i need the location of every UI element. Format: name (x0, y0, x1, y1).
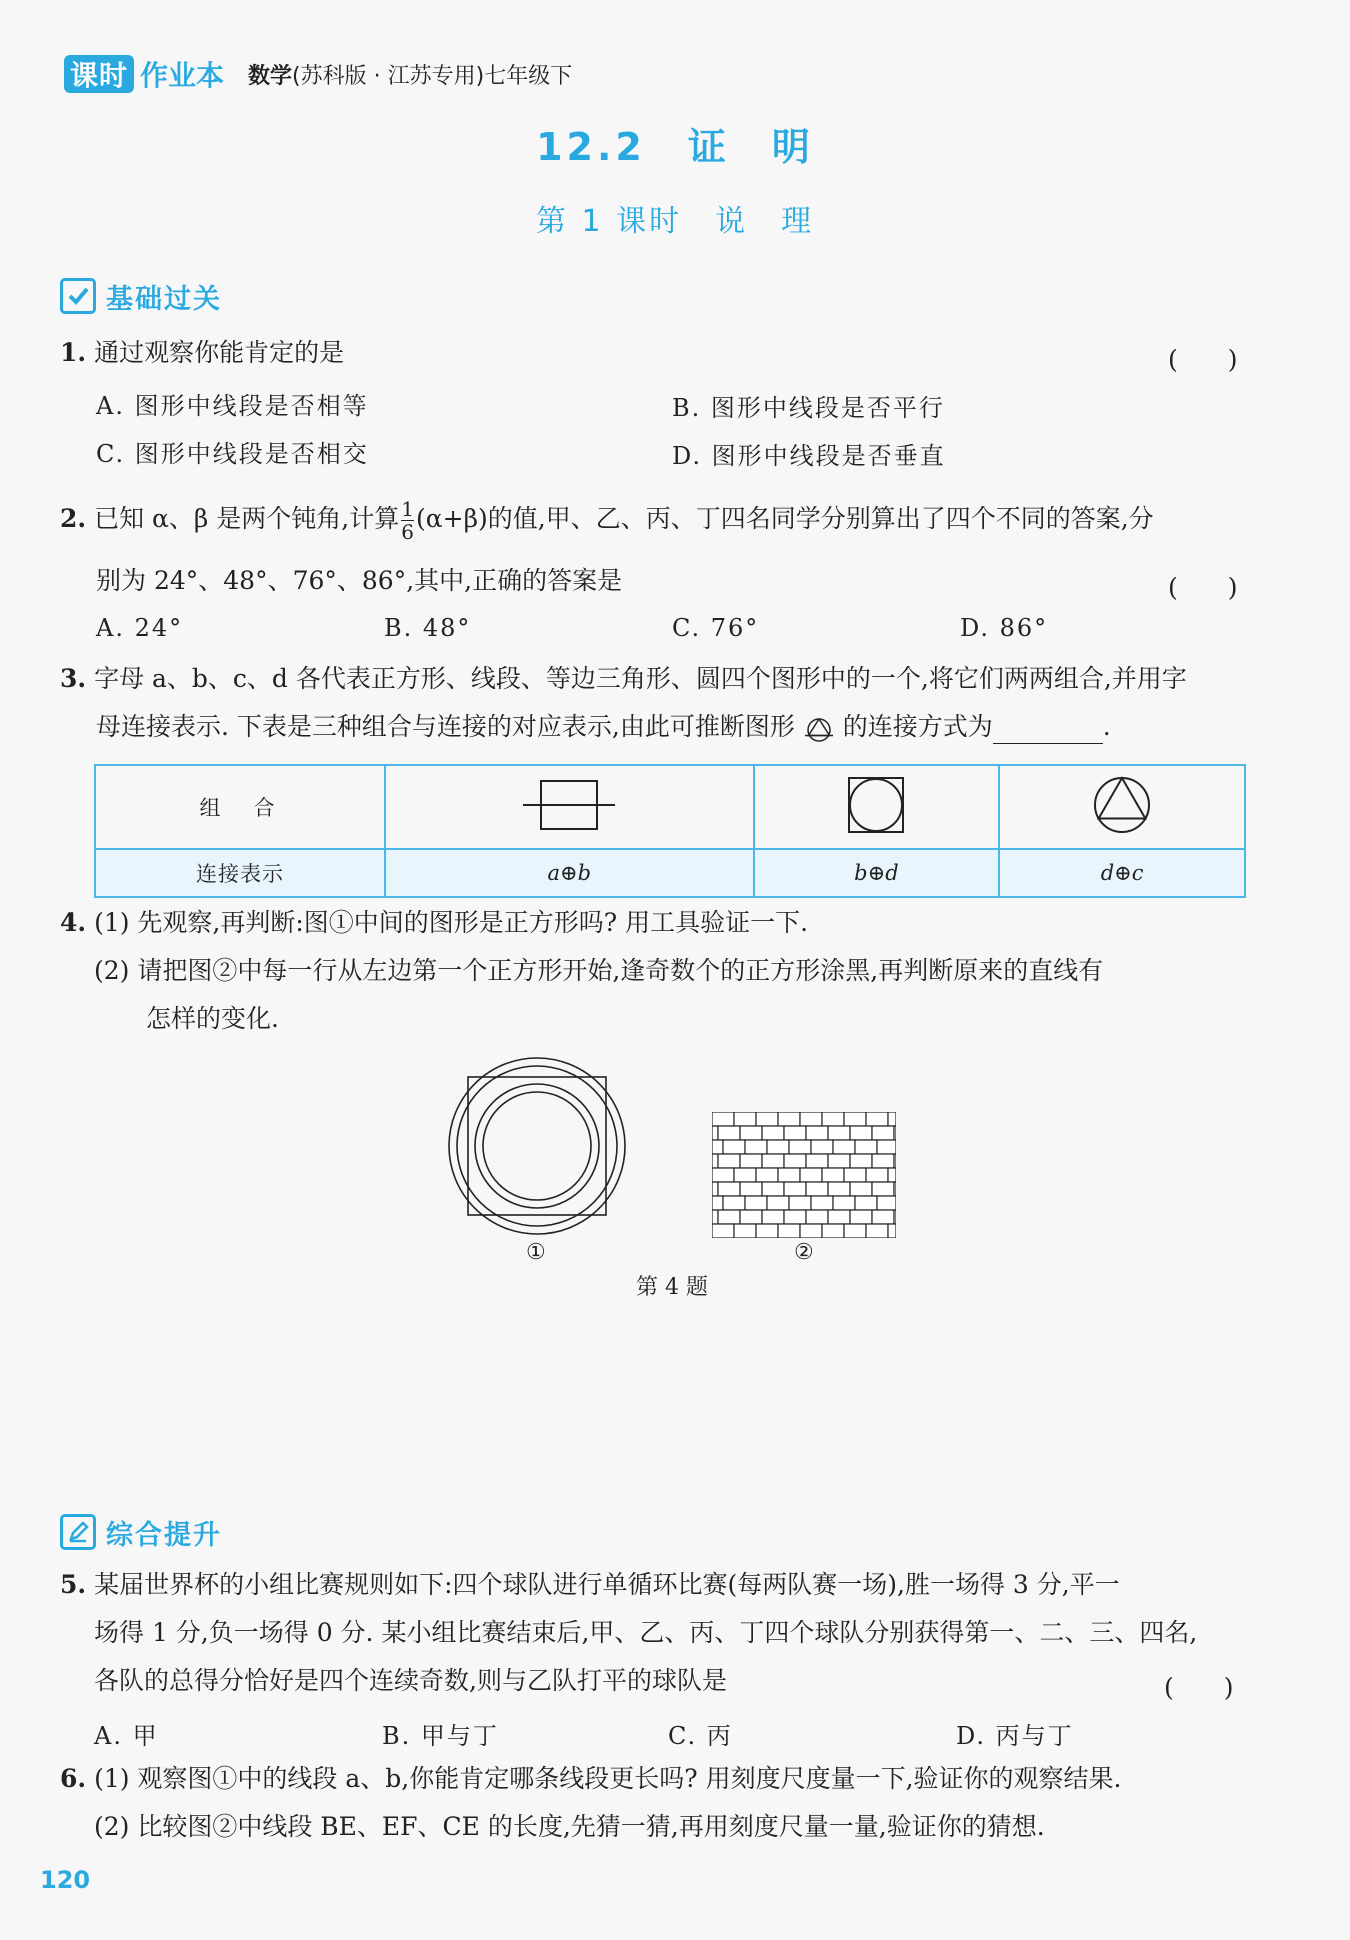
grid-square (811, 1196, 833, 1210)
grid-square (745, 1196, 767, 1210)
row-label-combo (95, 765, 385, 849)
grid-square (767, 1140, 789, 1154)
combo-square-circle (754, 765, 1000, 849)
grid-square (734, 1112, 756, 1126)
grid-square (734, 1224, 756, 1238)
grid-square (850, 1182, 872, 1196)
option-b: B. 甲与丁 (382, 1722, 499, 1750)
fraction (401, 498, 414, 543)
grid-square (740, 1154, 762, 1168)
question-5-line2: 场得 1 分,负一场得 0 分. 某小组比赛结束后,甲、乙、丙、丁四个球队分别获得第一、二、三、四名, (94, 1618, 1198, 1647)
grid-square (872, 1210, 894, 1224)
subject: 数学 (248, 63, 293, 89)
grid-square (723, 1196, 745, 1210)
grid-square (833, 1196, 855, 1210)
answer-paren: ( ) (1168, 573, 1238, 602)
fraction-denominator: 6 (401, 520, 414, 544)
grid-square (828, 1126, 850, 1140)
grid-square (872, 1126, 894, 1140)
grid-square (888, 1224, 896, 1238)
section-advanced (60, 1512, 222, 1552)
grid-square (822, 1168, 844, 1182)
grid-square (712, 1182, 718, 1196)
question-text: 的连接方式为 (842, 712, 993, 741)
question-text: 已知 α、β 是两个钝角,计算 (94, 504, 400, 533)
grid-square (866, 1224, 888, 1238)
section-basic (60, 276, 222, 316)
brand-logo: 课时 (64, 55, 134, 93)
grid-square (872, 1182, 894, 1196)
grid-square (718, 1182, 740, 1196)
triangle-in-circle-icon (803, 716, 835, 742)
grid-square (712, 1140, 723, 1154)
grid-square (806, 1154, 828, 1168)
answer-paren: ( ) (1164, 1673, 1234, 1702)
grid-square (894, 1154, 896, 1168)
edition: (苏科版 · 江苏专用)七年级下 (292, 63, 573, 89)
grid-square (740, 1126, 762, 1140)
grid-square (718, 1210, 740, 1224)
grid-square (855, 1196, 877, 1210)
answer-paren: ( ) (1168, 345, 1238, 374)
lesson-subtitle: 第 1 课时 说 理 (535, 204, 815, 239)
checkbox-icon (60, 278, 96, 314)
grid-square (800, 1112, 822, 1126)
row-label-connection (95, 849, 385, 897)
connection-text: a⊕b (547, 861, 592, 885)
grid-square (762, 1182, 784, 1196)
grid-square (844, 1224, 866, 1238)
connection-cell (754, 849, 1000, 897)
page-number: 120 (40, 1866, 91, 1894)
grid-square (756, 1224, 778, 1238)
grid-square (806, 1126, 828, 1140)
question-text: (α+β)的值,甲、乙、丙、丁四名同学分别算出了四个不同的答案,分 (415, 504, 1154, 533)
chapter-title: 12.2 证 明 (536, 125, 814, 169)
grid-square (767, 1196, 789, 1210)
question-4-part1 (60, 906, 808, 940)
grid-square (784, 1210, 806, 1224)
triangle-in-circle-figure (1092, 775, 1152, 835)
grid-square (718, 1126, 740, 1140)
question-text: (1) 观察图①中的线段 a、b,你能肯定哪条线段更长吗? 用刻度尺度量一下,验证你的观察结果. (94, 1764, 1122, 1793)
grid-square (877, 1140, 896, 1154)
option-c: C. 丙 (668, 1722, 733, 1750)
grid-square (806, 1182, 828, 1196)
question-3-stem-cont (96, 710, 1111, 744)
grid-square (712, 1168, 734, 1182)
grid-square (800, 1168, 822, 1182)
option-c: C. 图形中线段是否相交 (96, 440, 369, 468)
option-c: C. 76° (672, 614, 760, 642)
grid-square (789, 1196, 811, 1210)
fraction-numerator: 1 (401, 497, 414, 521)
page-header (64, 52, 572, 96)
grid-square (855, 1140, 877, 1154)
option-d: D. 图形中线段是否垂直 (672, 442, 946, 470)
section-advanced-label: 综合提升 (106, 1519, 222, 1551)
grid-square (762, 1210, 784, 1224)
connection-cell (385, 849, 754, 897)
grid-square (784, 1154, 806, 1168)
grid-square (718, 1154, 740, 1168)
section-basic-label: 基础过关 (106, 283, 222, 315)
grid-square (756, 1112, 778, 1126)
grid-square (712, 1126, 718, 1140)
connection-text: d⊕c (1100, 861, 1144, 885)
option-d: D. 86° (960, 614, 1049, 642)
grid-square (784, 1182, 806, 1196)
question-2-stem-cont: 别为 24°、48°、76°、86°,其中,正确的答案是 (96, 566, 623, 595)
grid-square (800, 1224, 822, 1238)
table-header: 连接表示 (196, 862, 284, 886)
option-b: B. 48° (384, 614, 472, 642)
line-through-square-figure (523, 775, 615, 835)
grid-square (894, 1126, 896, 1140)
grid-square (734, 1168, 756, 1182)
grid-square (723, 1140, 745, 1154)
grid-square (850, 1154, 872, 1168)
circle-in-square-figure (846, 775, 906, 835)
figure-caption: 第 4 题 (636, 1275, 708, 1300)
question-text: 母连接表示. 下表是三种组合与连接的对应表示,由此可推断图形 (96, 712, 795, 741)
question-6-part2: (2) 比较图②中线段 BE、EF、CE 的长度,先猜一猜,再用刻度尺量一量,验证你的猜想. (94, 1812, 1045, 1841)
question-5-line3: 各队的总得分恰好是四个连续奇数,则与乙队打平的球队是 (94, 1666, 727, 1695)
option-a: A. 甲 (94, 1722, 159, 1750)
period: . (1102, 712, 1111, 741)
grid-square (888, 1168, 896, 1182)
question-number: 5. (60, 1570, 87, 1599)
grid-square (778, 1224, 800, 1238)
grid-square (712, 1210, 718, 1224)
question-text: 某届世界杯的小组比赛规则如下:四个球队进行单循环比赛(每两队赛一场),胜一场得 3 分,平一 (94, 1570, 1120, 1599)
table-header: 组 合 (199, 796, 281, 820)
grid-square (789, 1140, 811, 1154)
grid-square (844, 1168, 866, 1182)
grid-square (822, 1112, 844, 1126)
grid-square (778, 1112, 800, 1126)
question-text: 字母 a、b、c、d 各代表正方形、线段、等边三角形、圆四个图形中的一个,将它们两两组合,并用字 (94, 664, 1187, 693)
grid-square (828, 1182, 850, 1196)
question-6-part1 (60, 1762, 1121, 1796)
question-number: 3. (60, 664, 87, 693)
question-text: 通过观察你能肯定的是 (94, 338, 345, 367)
connection-text: b⊕d (854, 861, 899, 885)
pencil-icon (60, 1514, 96, 1550)
question-2-stem (60, 498, 1154, 543)
figure-1-circles-square (444, 1056, 630, 1236)
grid-square (762, 1154, 784, 1168)
combo-circle-triangle (999, 765, 1245, 849)
grid-square (833, 1140, 855, 1154)
question-number: 2. (60, 504, 87, 533)
grid-square (740, 1182, 762, 1196)
question-number: 4. (60, 908, 87, 937)
grid-square (866, 1112, 888, 1126)
figure-2-cafe-wall (712, 1112, 896, 1238)
grid-square (806, 1210, 828, 1224)
grid-square (850, 1126, 872, 1140)
grid-square (888, 1112, 896, 1126)
grid-square (712, 1224, 734, 1238)
grid-square (872, 1154, 894, 1168)
grid-square (844, 1112, 866, 1126)
question-1-stem (60, 336, 344, 370)
book-info (248, 59, 572, 90)
option-a: A. 24° (96, 614, 184, 642)
figure-2-label: ② (794, 1240, 814, 1265)
grid-square (756, 1168, 778, 1182)
grid-square (894, 1210, 896, 1224)
grid-square (877, 1196, 896, 1210)
question-4-part2-cont: 怎样的变化. (146, 1004, 279, 1033)
grid-square (712, 1154, 718, 1168)
combo-line-square (385, 765, 754, 849)
grid-square (712, 1112, 734, 1126)
question-3-stem (60, 662, 1187, 696)
connection-cell (999, 849, 1245, 897)
grid-square (850, 1210, 872, 1224)
grid-square (784, 1126, 806, 1140)
grid-square (740, 1210, 762, 1224)
grid-square (745, 1140, 767, 1154)
brand-logo-tail: 作业本 (140, 59, 225, 92)
answer-blank (993, 719, 1103, 744)
option-d: D. 丙与丁 (956, 1722, 1074, 1750)
question-text: (1) 先观察,再判断:图①中间的图形是正方形吗? 用工具验证一下. (94, 908, 809, 937)
grid-square (828, 1210, 850, 1224)
figure-1-label: ① (526, 1240, 546, 1265)
grid-square (811, 1140, 833, 1154)
grid-square (894, 1182, 896, 1196)
grid-square (822, 1224, 844, 1238)
option-a: A. 图形中线段是否相等 (96, 392, 369, 420)
question-number: 6. (60, 1764, 87, 1793)
grid-square (778, 1168, 800, 1182)
question-4-part2: (2) 请把图②中每一行从左边第一个正方形开始,逢奇数个的正方形涂黑,再判断原来的直线有 (94, 956, 1104, 985)
grid-square (762, 1126, 784, 1140)
grid-square (866, 1168, 888, 1182)
option-b: B. 图形中线段是否平行 (672, 394, 945, 422)
question-5-line1 (60, 1568, 1120, 1602)
combination-table (94, 764, 1246, 898)
question-number: 1. (60, 338, 87, 367)
grid-square (712, 1196, 723, 1210)
grid-square (828, 1154, 850, 1168)
